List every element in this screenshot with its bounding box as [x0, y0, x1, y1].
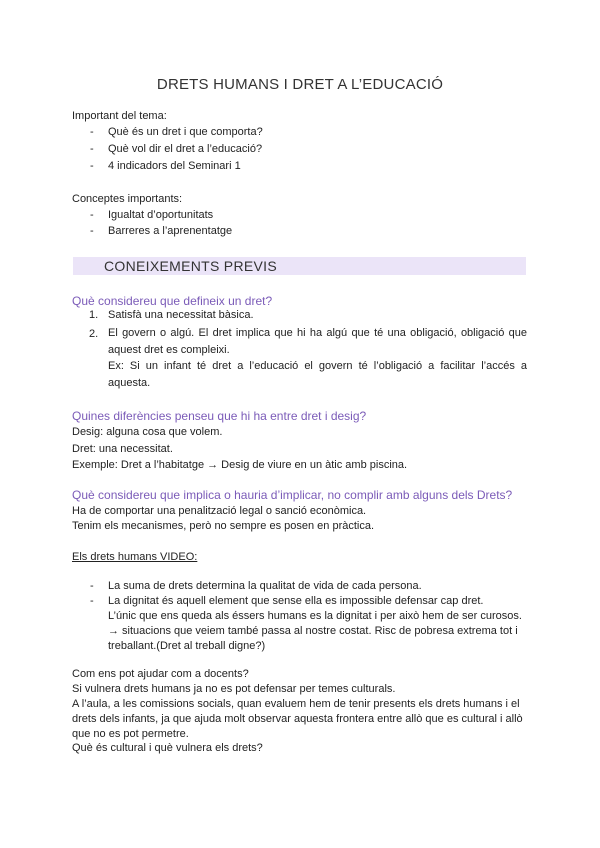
text-line: Exemple: Dret a l’habitatge → Desig de viure en un àtic amb piscina. — [72, 459, 408, 471]
list-item-line: → situacions que veiem també passa al nostre costat. Risc de pobresa extrema tot i — [108, 625, 518, 637]
section-title: CONEIXEMENTS PREVIS — [104, 258, 277, 274]
text-line: Com ens pot ajudar com a docents? — [72, 668, 249, 680]
important-heading: Important del tema: — [72, 110, 167, 122]
list-item: Igualtat d’oportunitats — [108, 209, 214, 221]
text-line: Què és cultural i què vulnera els drets? — [72, 742, 263, 754]
list-item: La suma de drets determina la qualitat de vida de cada persona. — [108, 580, 422, 592]
list-item: Què és un dret i que comporta? — [108, 126, 263, 138]
bullet-dash: - — [90, 209, 94, 221]
text-line: Dret: una necessitat. — [72, 443, 173, 455]
list-number: 1. — [89, 309, 99, 321]
bullet-dash: - — [90, 160, 94, 172]
question-heading: Què considereu que implica o hauria d’implicar, no complir amb alguns dels Drets? — [72, 488, 513, 502]
page-title: DRETS HUMANS I DRET A L’EDUCACIÓ — [156, 76, 444, 93]
example-text: Ex: Si un infant té dret a l’educació el govern té l’obligació a facilitar l’accés a aquesta. — [108, 360, 527, 389]
text-line: que no es pot permetre. — [72, 728, 189, 740]
list-item: 4 indicadors del Seminari 1 — [108, 160, 241, 172]
list-item: El govern o algú. El dret implica que hi ha algú que té una obligació, obligació que aquest dret es compleixi. — [108, 327, 527, 356]
video-heading: Els drets humans VIDEO: — [72, 551, 198, 563]
bullet-dash: - — [90, 580, 94, 592]
bullet-dash: - — [90, 126, 94, 138]
text-line: drets dels infants, ja que ajuda molt observar aquesta frontera entre allò que es cultural i allò — [72, 713, 523, 725]
question-heading: Quines diferències penseu que hi ha entre dret i desig? — [72, 409, 367, 423]
concepts-heading: Conceptes importants: — [72, 193, 183, 205]
text-line: Si vulnera drets humans ja no es pot defensar per temes culturals. — [72, 683, 396, 695]
text-line: A l’aula, a les comissions socials, quan evaluem hem de tenir presents els drets humans i el — [72, 698, 520, 710]
question-heading: Què considereu que defineix un dret? — [72, 294, 273, 308]
list-number: 2. — [89, 328, 99, 340]
text-line: Ha de comportar una penalització legal o sanció econòmica. — [72, 505, 367, 517]
list-item: La dignitat és aquell element que sense ella es impossible defensar cap dret. — [108, 595, 484, 607]
list-item: Barreres a l’aprenentatge — [108, 225, 233, 237]
bullet-dash: - — [90, 143, 94, 155]
text-line: Tenim els mecanismes, però no sempre es posen en pràctica. — [72, 520, 375, 532]
list-item-line: L’únic que ens queda als éssers humans es la dignitat i per això hem de ser curosos. — [108, 610, 522, 622]
list-item: Satisfà una necessitat bàsica. — [108, 309, 254, 321]
list-item-line: treballant.(Dret al treball digne?) — [108, 640, 266, 652]
text-line: Desig: alguna cosa que volem. — [72, 426, 223, 438]
list-item: Què vol dir el dret a l’educació? — [108, 143, 263, 155]
bullet-dash: - — [90, 225, 94, 237]
bullet-dash: - — [90, 595, 94, 607]
